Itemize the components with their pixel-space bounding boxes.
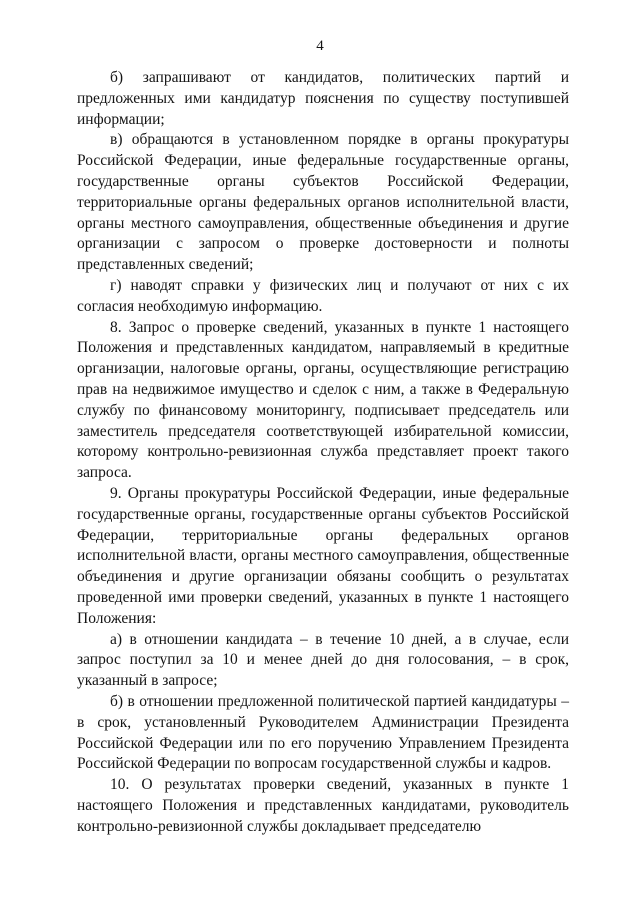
paragraph-9a-candidate-deadline: а) в отношении кандидата – в течение 10 дней, а в случае, если запрос поступил за 10 и менее дней до дня голосования, – в срок, указанный в запросе; — [77, 630, 569, 690]
paragraph-9-bodies-obligation: 9. Органы прокуратуры Российской Федерации, иные федеральные государственные органы, государственные органы субъектов Российской Федерации, территориальные органы федеральных органов исполнительной власти, органы местного самоуправления, общественные объединения и другие организации обязаны сообщить о результатах проведенной ими проверки сведений, указанных в пункте 1 настоящего Положения: — [77, 484, 569, 627]
paragraph-8-verification-request: 8. Запрос о проверке сведений, указанных в пункте 1 настоящего Положения и представленных кандидатом, направляемый в кредитные организации, налоговые органы, органы, осуществляющие регистрацию прав на недвижимое имущество и сделок с ним, а также в Федеральную службу по финансовому мониторингу, подписывает председатель или заместитель председателя соответствующей избирательной комиссии, которому контрольно-ревизионная служба представляет проект такого запроса. — [77, 318, 569, 482]
paragraph-v-appeal-to-authorities: в) обращаются в установленном порядке в органы прокуратуры Российской Федерации, иные федеральные государственные органы, государственные органы субъектов Российской Федерации, территориальные органы федеральных органов исполнительной власти, органы местного самоуправления, общественные объединения и другие организации с запросом о проверке достоверности и полноты представленных сведений; — [77, 131, 569, 274]
paragraph-9b-nominee-deadline: б) в отношении предложенной политической партией кандидатуры – в срок, установленный Руководителем Администрации Президента Российской Федерации или по его поручению Управлением Президента Российской Федерации по вопросам государственной службы и кадров. — [77, 692, 569, 773]
paragraph-g-inquiries-individuals: г) наводят справки у физических лиц и получают от них с их согласия необходимую информацию. — [77, 276, 569, 315]
paragraph-10-results-report: 10. О результатах проверки сведений, указанных в пункте 1 настоящего Положения и представленных кандидатами, руководитель контрольно-ревизионной службы докладывает председателю — [77, 776, 569, 835]
paragraph-b-request-explanations: б) запрашивают от кандидатов, политических партий и предложенных ими кандидатур пояснения по существу поступившей информации; — [77, 69, 569, 128]
document-body — [77, 68, 569, 837]
page-number: 4 — [316, 38, 324, 54]
